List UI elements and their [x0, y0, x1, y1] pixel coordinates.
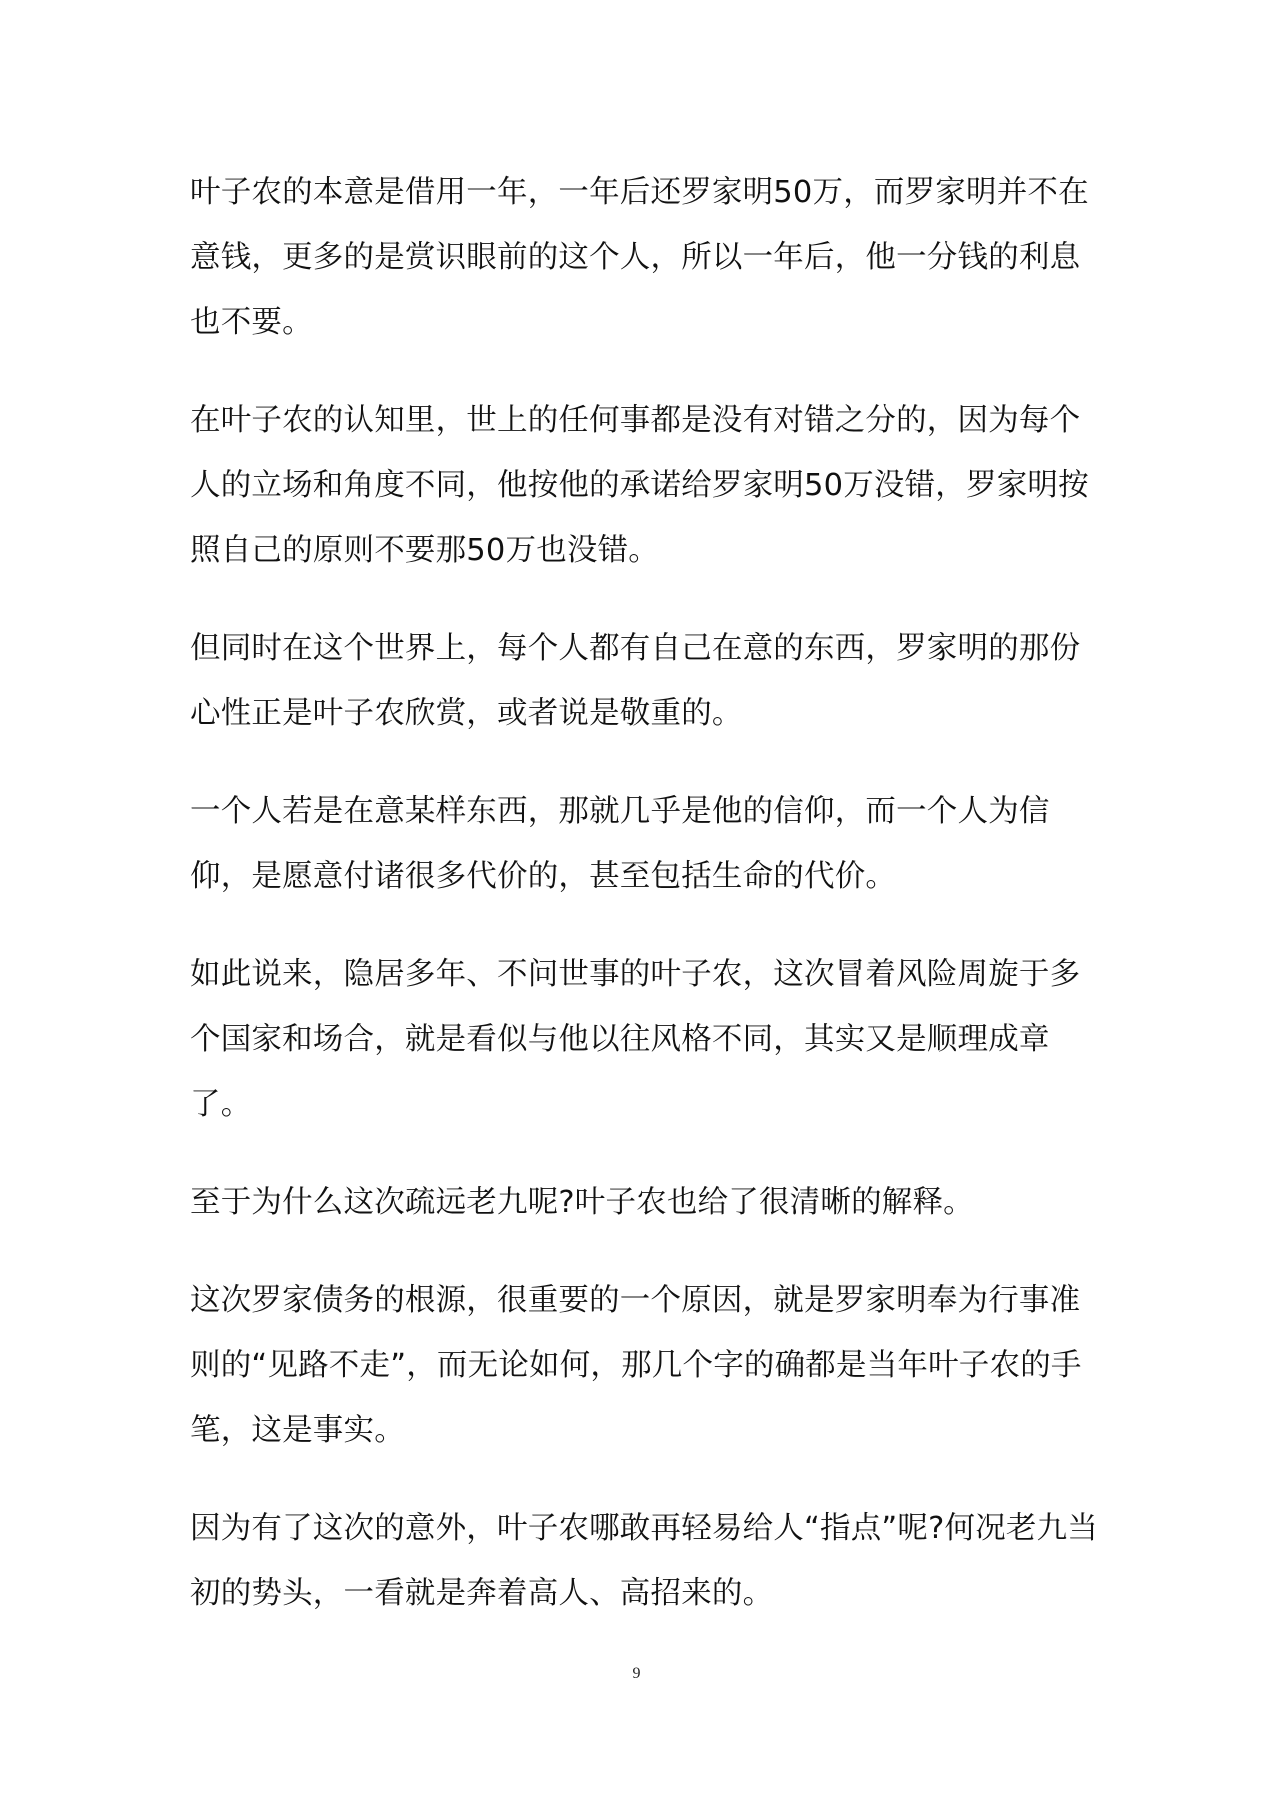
paragraph: 如此说来，隐居多年、不问世事的叶子农，这次冒着风险周旋于多个国家和场合，就是看似与他以往风格不同，其实又是顺理成章了。: [190, 957, 1081, 1122]
paragraph: 在叶子农的认知里，世上的任何事都是没有对错之分的，因为每个人的立场和角度不同，他按他的承诺给罗家明50万没错，罗家明按照自己的原则不要那50万也没错。: [190, 403, 1089, 568]
page-number: 9: [632, 1665, 641, 1682]
paragraph: 叶子农的本意是借用一年，一年后还罗家明50万，而罗家明并不在意钱，更多的是赏识眼前的这个人，所以一年后，他一分钱的利息也不要。: [190, 175, 1089, 340]
paragraph: 这次罗家债务的根源，很重要的一个原因，就是罗家明奉为行事准则的“见路不走”，而无论如何，那几个字的确都是当年叶子农的手笔，这是事实。: [190, 1283, 1082, 1448]
paragraph: 一个人若是在意某样东西，那就几乎是他的信仰，而一个人为信仰，是愿意付诸很多代价的，甚至包括生命的代价。: [190, 794, 1050, 894]
paragraph: 因为有了这次的意外，叶子农哪敢再轻易给人“指点”呢?何况老九当初的势头，一看就是奔着高人、高招来的。: [190, 1511, 1098, 1611]
paragraph: 至于为什么这次疏远老九呢?叶子农也给了很清晰的解释。: [190, 1185, 974, 1220]
document-body: [190, 160, 1100, 1659]
paragraph: 但同时在这个世界上，每个人都有自己在意的东西，罗家明的那份心性正是叶子农欣赏，或者说是敬重的。: [190, 631, 1081, 731]
